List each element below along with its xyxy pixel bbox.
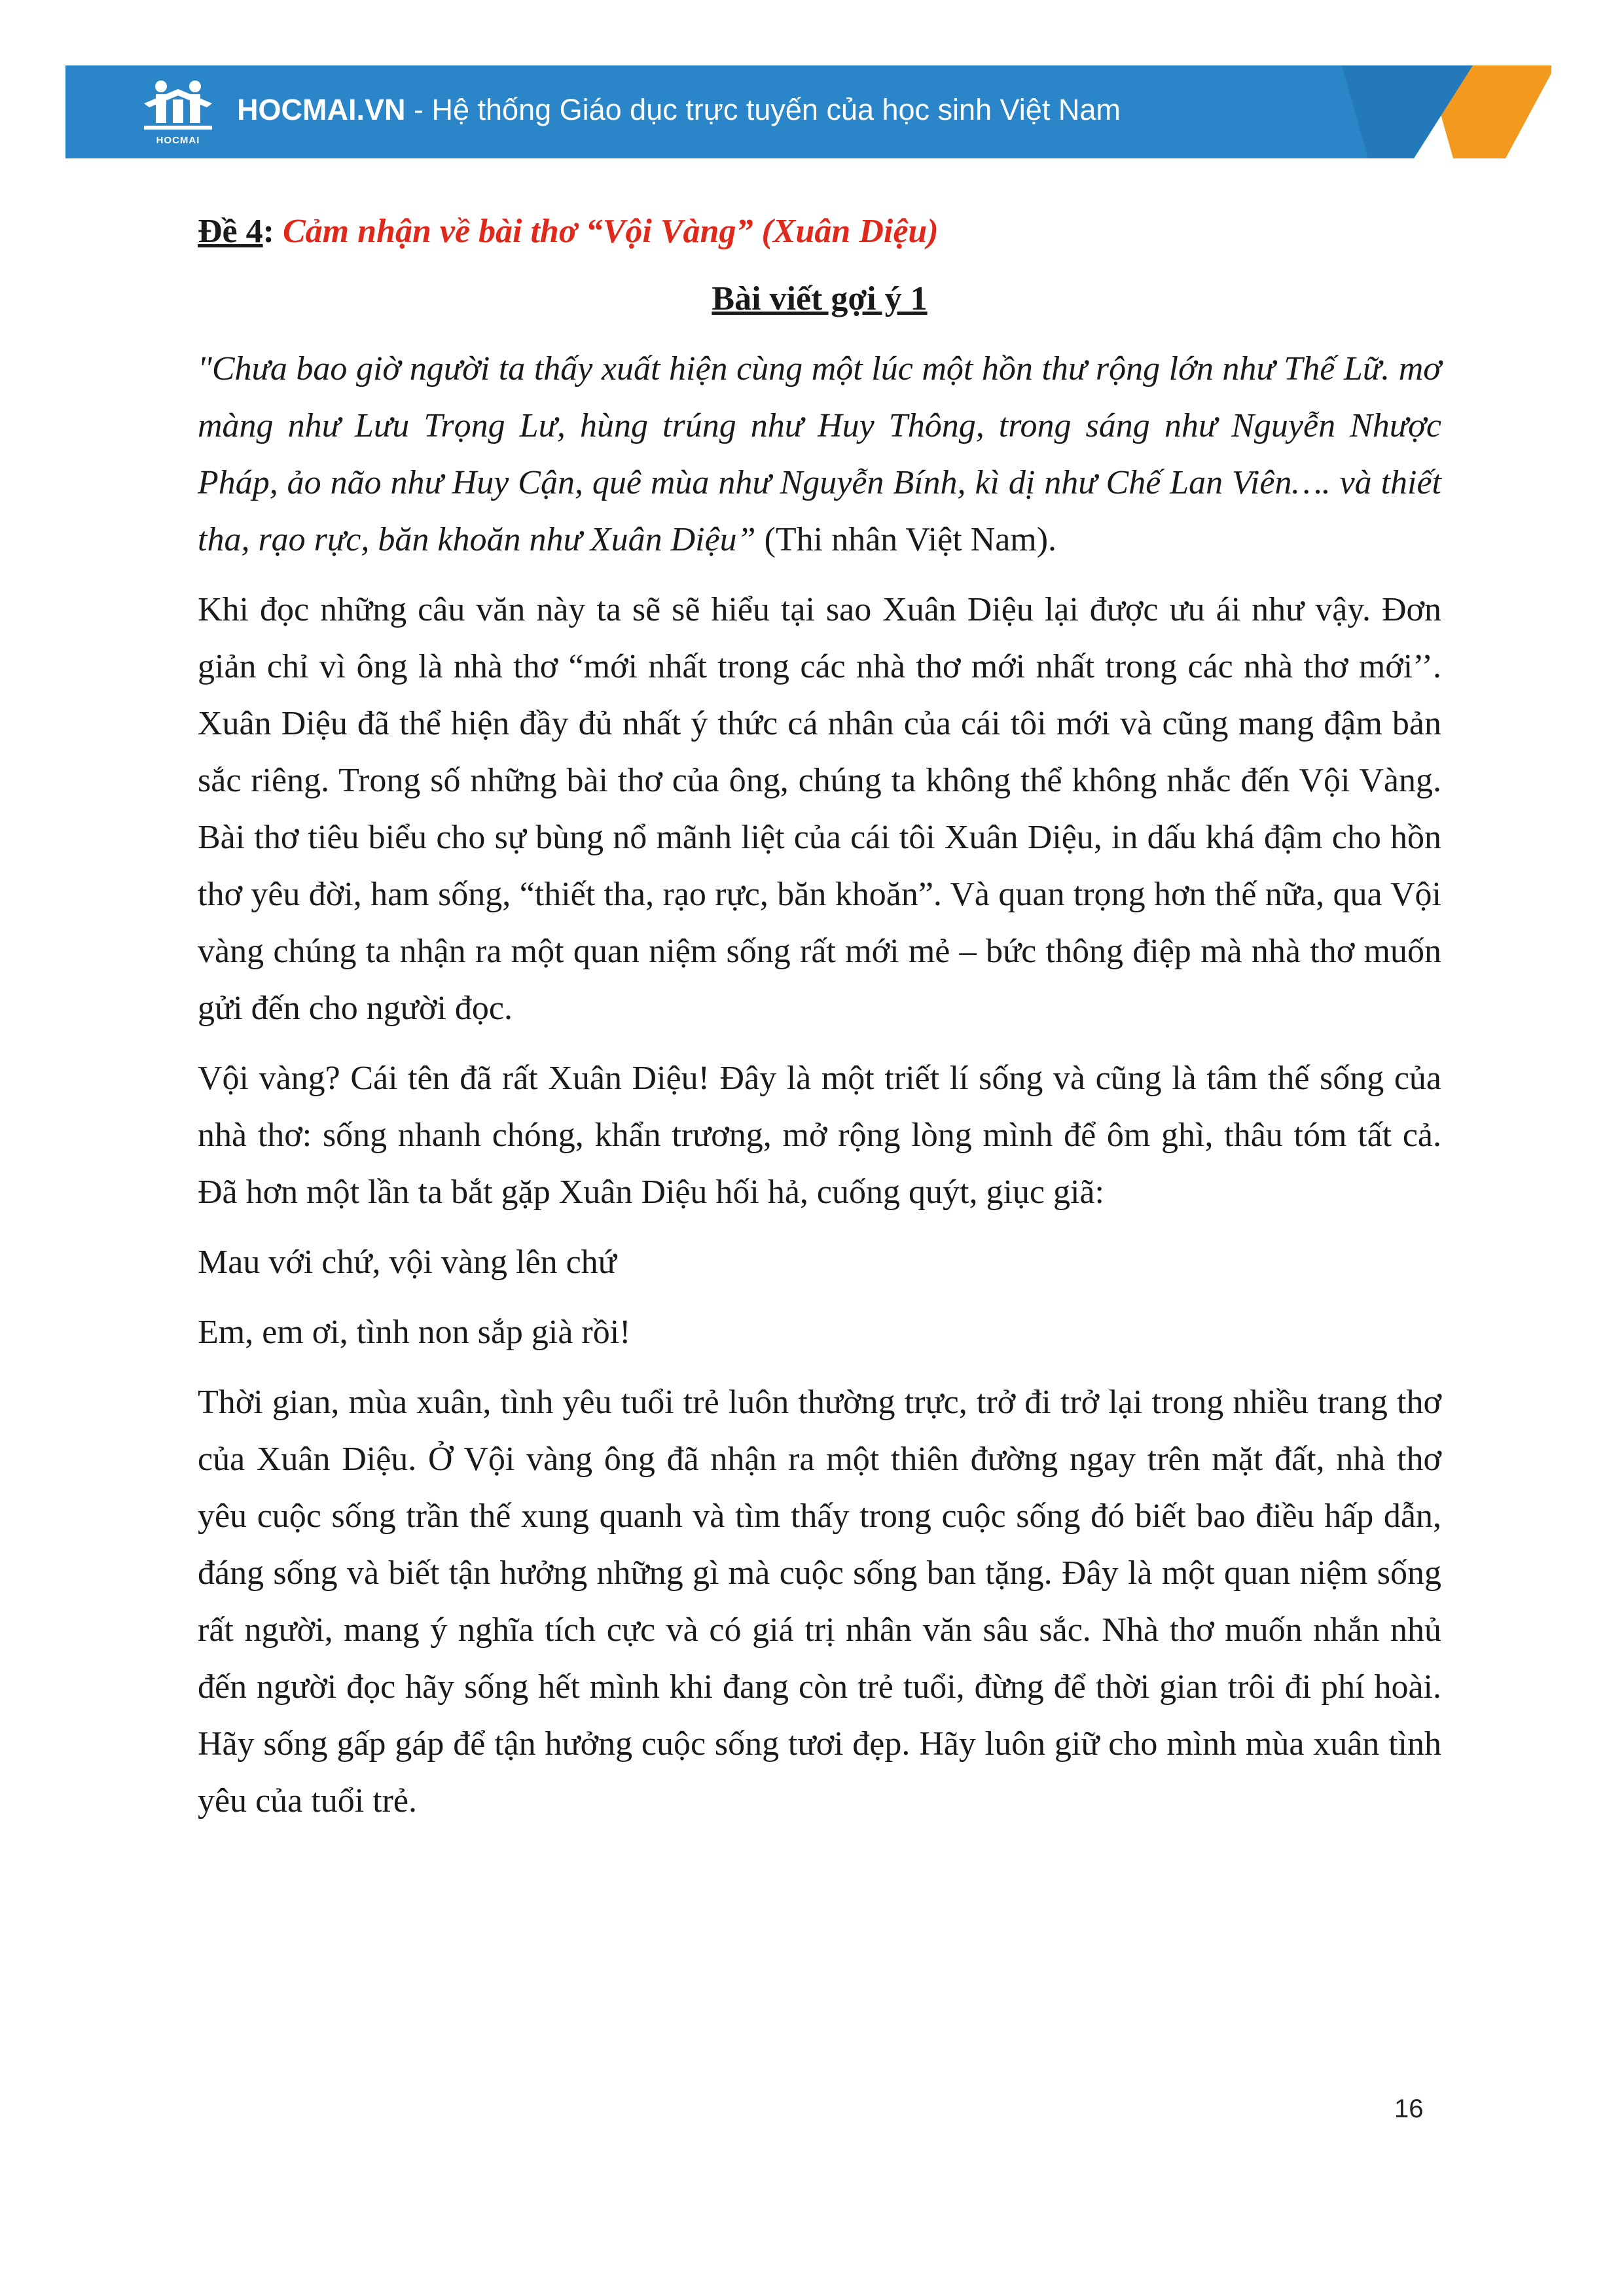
paragraph-3: Vội vàng? Cái tên đã rất Xuân Diệu! Đây là một triết lí sống và cũng là tâm thế sống của nhà thơ: sống nhanh chóng, khẩn trương, mở rộng lòng mình để ôm ghì, thâu tóm tất cả. Đã hơn một lần ta bắt gặp Xuân Diệu hối hả, cuống quýt, giục giã: (198, 1060, 1441, 1211)
opening-quote (198, 340, 1441, 568)
banner-tagline: - Hệ thống Giáo dục trực tuyến của học sinh Việt Nam (405, 93, 1121, 126)
poem-line-2: Em, em ơi, tình non sắp già rồi! (198, 1314, 631, 1351)
poem-line-1: Mau với chứ, vội vàng lên chứ (198, 1244, 617, 1281)
header-banner (65, 65, 1551, 158)
essay-subheading: Bài viết gợi ý 1 (712, 280, 928, 317)
hocmai-logo (139, 77, 217, 151)
quote-text: "Chưa bao giờ người ta thấy xuất hiện cùng một lúc một hồn thư rộng lớn như Thế Lữ. mơ màng như Lưu Trọng Lư, hùng trúng như Huy Thông, trong sáng như Nguyễn Nhược Pháp, ảo não như Huy Cận, quê mùa như Nguyễn Bính, kì dị như Chế Lan Viên…. và thiết tha, rạo rực, băn khoăn như Xuân Diệu” (198, 350, 1441, 558)
page-number: 16 (1394, 2094, 1424, 2123)
heading-label: Đề 4 (198, 213, 263, 250)
logo-text: HOCMAI (156, 135, 200, 146)
quote-source: (Thi nhân Việt Nam). (755, 521, 1057, 558)
banner-title (237, 93, 1121, 132)
document-body (198, 203, 1441, 1842)
paragraph-2: Khi đọc những câu văn này ta sẽ sẽ hiểu tại sao Xuân Diệu lại được ưu ái như vậy. Đơn giản chỉ vì ông là nhà thơ “mới nhất trong các nhà thơ mới nhất trong các nhà thơ mới’’. Xuân Diệu đã thể hiện đầy đủ nhất ý thức cá nhân của cái tôi mới và cũng mang đậm bản sắc riêng. Trong số những bài thơ của ông, chúng ta không thể không nhắc đến Vội Vàng. Bài thơ tiêu biểu cho sự bùng nổ mãnh liệt của cái tôi Xuân Diệu, in dấu khá đậm cho hồn thơ yêu đời, ham sống, “thiết tha, rạo rực, băn khoăn”. Và quan trọng hơn thế nữa, qua Vội vàng chúng ta nhận ra một quan niệm sống rất mới mẻ – bức thông điệp mà nhà thơ muốn gửi đến cho người đọc. (198, 591, 1441, 1027)
heading-topic: Cảm nhận về bài thơ “Vội Vàng” (Xuân Diệu) (282, 213, 939, 250)
paragraph-4: Thời gian, mùa xuân, tình yêu tuổi trẻ luôn thường trực, trở đi trở lại trong nhiều trang thơ của Xuân Diệu. Ở Vội vàng ông đã nhận ra một thiên đường ngay trên mặt đất, nhà thơ yêu cuộc sống trần thế xung quanh và tìm thấy trong cuộc sống đó biết bao điều hấp dẫn, đáng sống và biết tận hưởng những gì mà cuộc sống ban tặng. Đây là một quan niệm sống rất người, mang ý nghĩa tích cực và có giá trị nhân văn sâu sắc. Nhà thơ muốn nhắn nhủ đến người đọc hãy sống hết mình khi đang còn trẻ tuổi, đừng để thời gian trôi đi phí hoài. Hãy sống gấp gáp để tận hưởng cuộc sống tươi đẹp. Hãy luôn giữ cho mình mùa xuân tình yêu của tuổi trẻ. (198, 1384, 1441, 1820)
brand-name: HOCMAI.VN (237, 93, 406, 126)
heading-colon: : (262, 213, 283, 250)
exercise-heading (198, 203, 1441, 260)
